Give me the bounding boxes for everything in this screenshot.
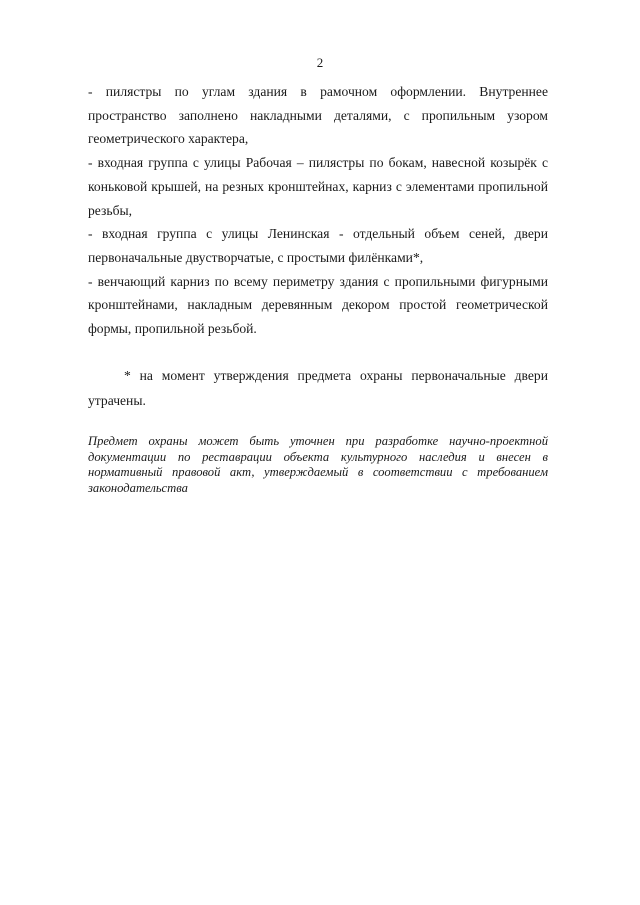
clarification-note xyxy=(88,434,548,496)
list-item: - пилястры по углам здания в рамочном оформлении. Внутреннее пространство заполнено накладными деталями, с пропильным узором геометрического характера, xyxy=(88,84,548,147)
page-number: 2 xyxy=(316,55,324,70)
protection-features-list xyxy=(88,80,548,341)
clarification-note-text: Предмет охраны может быть уточнен при разработке научно-проектной документации по реставрации объекта культурного наследия и внесен в нормативный правовой акт, утверждаемый в соответствии с требованием законодательства xyxy=(88,434,548,495)
list-item: - входная группа с улицы Рабочая – пилястры по бокам, навесной козырёк с коньковой крышей, на резных кронштейнах, карниз с элементами пропильной резьбы, xyxy=(88,155,548,218)
footnote-text: * на момент утверждения предмета охраны первоначальные двери утрачены. xyxy=(88,368,548,408)
footnote xyxy=(88,363,548,413)
list-item: - входная группа с улицы Ленинская - отдельный объем сеней, двери первоначальные двустворчатые, с простыми филёнками*, xyxy=(88,226,548,265)
list-item: - венчающий карниз по всему периметру здания с пропильными фигурными кронштейнами, накладным деревянным декором простой геометрической формы, пропильной резьбой. xyxy=(88,273,548,337)
